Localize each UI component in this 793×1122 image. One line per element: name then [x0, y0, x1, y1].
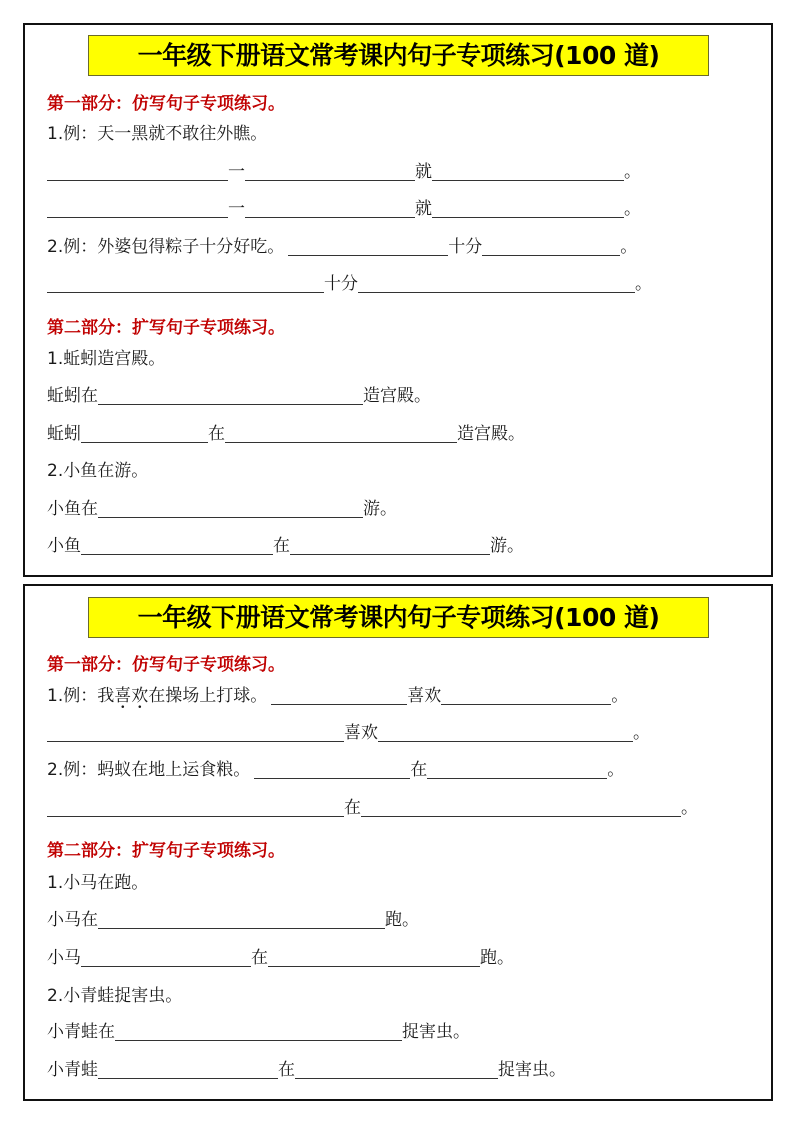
blank-input[interactable] — [268, 946, 480, 967]
period: 。 — [620, 237, 638, 257]
fixed-word: 在 — [410, 760, 428, 780]
prompt-text: 1.例：我 — [47, 686, 115, 706]
worksheet-title: 一年级下册语文常考课内句子专项练习(100 道) — [88, 35, 709, 76]
worksheet-1 — [23, 23, 773, 577]
blank-input[interactable] — [358, 272, 635, 293]
fixed-word: 蚯蚓在 — [47, 386, 98, 406]
period: 。 — [624, 199, 641, 219]
answer-line — [47, 720, 650, 746]
blank-input[interactable] — [225, 422, 457, 443]
period: 。 — [635, 274, 652, 294]
answer-line — [47, 533, 524, 559]
fixed-word: 游。 — [363, 499, 397, 519]
fixed-word: 就 — [415, 162, 432, 182]
period: 。 — [607, 760, 625, 780]
blank-input[interactable] — [290, 534, 490, 555]
prompt-text: 2.例：外婆包得粽子十分好吃。 — [47, 237, 285, 257]
period: 。 — [611, 686, 629, 706]
question-1-prompt — [47, 121, 267, 147]
blank-input[interactable] — [271, 684, 407, 705]
fixed-word: 小青蛙在 — [47, 1022, 115, 1042]
prompt-text: 1.例：天一黑就不敢往外瞧。 — [47, 124, 268, 144]
emphasis-char: 欢 • — [131, 683, 148, 709]
prompt-text: 2.例：蚂蚁在地上运食粮。 — [47, 760, 251, 780]
blank-input[interactable] — [482, 235, 620, 256]
question-2-prompt — [47, 757, 624, 783]
fixed-word: 跑。 — [385, 910, 419, 930]
answer-line — [47, 421, 525, 447]
blank-input[interactable] — [361, 796, 681, 817]
fixed-word: 喜欢 — [407, 686, 442, 706]
fixed-word: 在 — [251, 948, 268, 968]
fixed-word: 蚯蚓 — [47, 424, 81, 444]
fixed-word: 小青蛙 — [47, 1060, 98, 1080]
blank-input[interactable] — [441, 684, 611, 705]
blank-input[interactable] — [245, 160, 415, 181]
blank-input[interactable] — [254, 758, 410, 779]
section-heading-part1: 第一部分：仿写句子专项练习。 — [47, 655, 285, 675]
question-2-prompt — [47, 983, 182, 1009]
answer-line — [47, 1057, 566, 1083]
section-heading-part2: 第二部分：扩写句子专项练习。 — [47, 318, 285, 338]
prompt-text: 2.小青蛙捉害虫。 — [47, 986, 183, 1006]
question-1-prompt — [47, 870, 148, 896]
answer-line — [47, 907, 419, 933]
fixed-word: 捉害虫。 — [498, 1060, 566, 1080]
blank-input[interactable] — [47, 721, 344, 742]
blank-input[interactable] — [81, 422, 208, 443]
question-1-prompt — [47, 683, 628, 709]
fixed-word: 游。 — [490, 536, 524, 556]
fixed-word: 在 — [344, 798, 361, 818]
prompt-text: 1.小马在跑。 — [47, 873, 149, 893]
blank-input[interactable] — [98, 497, 363, 518]
fixed-word: 十分 — [324, 274, 358, 294]
answer-line — [47, 1019, 470, 1045]
blank-input[interactable] — [47, 796, 344, 817]
fixed-word: 一 — [228, 199, 245, 219]
fixed-word: 在 — [273, 536, 290, 556]
question-2-prompt — [47, 458, 148, 484]
blank-input[interactable] — [81, 946, 251, 967]
emphasis-char: 喜 • — [114, 683, 131, 709]
fixed-word: 就 — [415, 199, 432, 219]
section-heading-part2: 第二部分：扩写句子专项练习。 — [47, 841, 285, 861]
fixed-word: 造宫殿。 — [363, 386, 431, 406]
worksheet-2 — [23, 584, 773, 1101]
fixed-word: 小鱼 — [47, 536, 81, 556]
prompt-text: 2.小鱼在游。 — [47, 461, 149, 481]
fixed-word: 小鱼在 — [47, 499, 98, 519]
question-1-prompt — [47, 346, 165, 372]
blank-input[interactable] — [295, 1058, 498, 1079]
fixed-word: 一 — [228, 162, 245, 182]
fixed-word: 在 — [278, 1060, 295, 1080]
worksheet-title: 一年级下册语文常考课内句子专项练习(100 道) — [88, 597, 709, 638]
blank-input[interactable] — [378, 721, 633, 742]
answer-line — [47, 196, 641, 222]
blank-input[interactable] — [98, 1058, 278, 1079]
fixed-word: 小马在 — [47, 910, 98, 930]
blank-input[interactable] — [47, 272, 324, 293]
period: 。 — [624, 162, 641, 182]
blank-input[interactable] — [432, 197, 624, 218]
period: 。 — [681, 798, 698, 818]
question-2-prompt — [47, 234, 637, 260]
blank-input[interactable] — [81, 534, 273, 555]
answer-line — [47, 383, 431, 409]
fixed-word: 喜欢 — [344, 723, 378, 743]
blank-input[interactable] — [427, 758, 607, 779]
blank-input[interactable] — [115, 1020, 402, 1041]
blank-input[interactable] — [47, 197, 228, 218]
fixed-word: 小马 — [47, 948, 81, 968]
section-heading-part1: 第一部分：仿写句子专项练习。 — [47, 94, 285, 114]
fixed-word: 十分 — [448, 237, 483, 257]
prompt-text: 在操场上打球。 — [148, 686, 268, 706]
blank-input[interactable] — [432, 160, 624, 181]
fixed-word: 捉害虫。 — [402, 1022, 470, 1042]
period: 。 — [633, 723, 650, 743]
blank-input[interactable] — [288, 235, 448, 256]
blank-input[interactable] — [98, 908, 385, 929]
blank-input[interactable] — [98, 384, 363, 405]
blank-input[interactable] — [47, 160, 228, 181]
fixed-word: 造宫殿。 — [457, 424, 525, 444]
blank-input[interactable] — [245, 197, 415, 218]
fixed-word: 在 — [208, 424, 225, 444]
answer-line — [47, 795, 698, 821]
answer-line — [47, 496, 397, 522]
answer-line — [47, 271, 652, 297]
answer-line — [47, 945, 514, 971]
prompt-text: 1.蚯蚓造宫殿。 — [47, 349, 166, 369]
fixed-word: 跑。 — [480, 948, 514, 968]
answer-line — [47, 159, 641, 185]
